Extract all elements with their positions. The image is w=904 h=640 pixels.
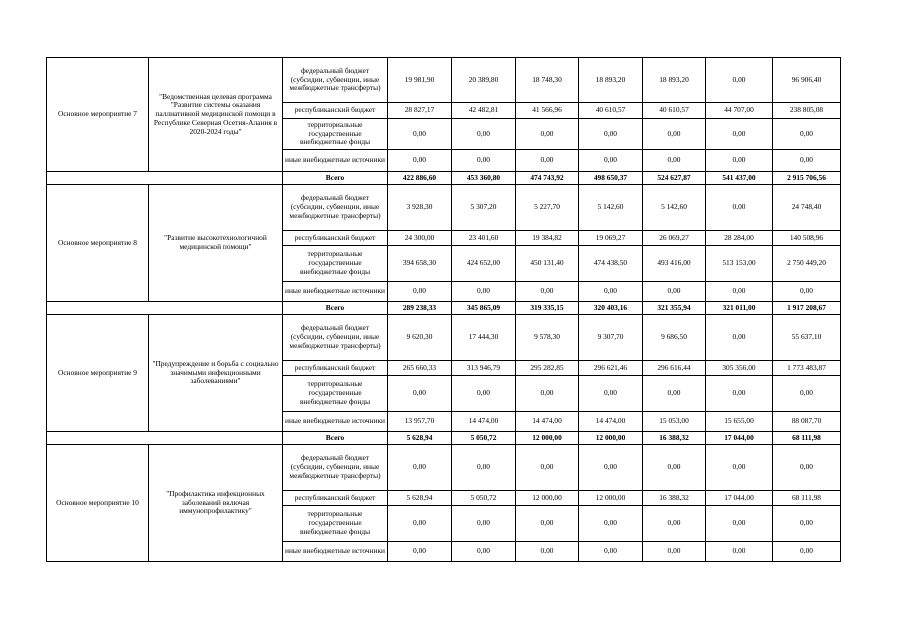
funding-source-label: федеральный бюджет (субсидии, субвенции, иные межбюджетные трансферты) (283, 445, 388, 491)
amount-cell: 9 307,70 (579, 315, 643, 361)
funding-source-label: иные внебюджетные источники (283, 542, 388, 562)
amount-cell: 19 069,27 (579, 231, 643, 246)
amount-cell: 0,00 (452, 282, 516, 302)
amount-cell: 12 000,00 (516, 491, 579, 506)
amount-cell: 0,00 (643, 445, 706, 491)
funding-source-label: иные внебюджетные источники (283, 150, 388, 172)
amount-cell: 474 438,50 (579, 246, 643, 282)
amount-cell: 0,00 (516, 445, 579, 491)
amount-cell: 40 610,57 (579, 103, 643, 119)
amount-cell: 23 401,60 (452, 231, 516, 246)
program-name: "Предупреждение и борьба с социально значимыми инфекционными заболеваниями" (149, 315, 283, 432)
amount-cell: 296 621,46 (579, 361, 643, 376)
amount-cell: 474 743,92 (516, 172, 579, 185)
funding-source-label: территориальные государственные внебюджетные фонды (283, 376, 388, 412)
amount-cell: 320 403,16 (579, 302, 643, 315)
amount-cell: 0,00 (579, 542, 643, 562)
amount-cell: 28 827,17 (388, 103, 452, 119)
amount-cell: 13 957,70 (388, 412, 452, 432)
amount-cell: 0,00 (579, 376, 643, 412)
amount-cell: 14 474,00 (452, 412, 516, 432)
total-amount-cell: 1 917 208,67 (773, 302, 841, 315)
federal-budget-row (47, 315, 841, 361)
amount-cell: 0,00 (579, 150, 643, 172)
total-amount-cell: 0,00 (773, 282, 841, 302)
amount-cell: 18 893,20 (643, 58, 706, 103)
blank-cell (47, 172, 283, 185)
amount-cell: 5 307,20 (452, 185, 516, 231)
funding-source-label: территориальные государственные внебюджетные фонды (283, 506, 388, 542)
amount-cell: 0,00 (516, 506, 579, 542)
federal-budget-row (47, 58, 841, 103)
amount-cell: 0,00 (388, 119, 452, 150)
amount-cell: 5 628,94 (388, 432, 452, 445)
amount-cell: 14 474,00 (516, 412, 579, 432)
amount-cell: 422 886,60 (388, 172, 452, 185)
amount-cell: 15 053,00 (643, 412, 706, 432)
amount-cell: 15 655,00 (706, 412, 773, 432)
amount-cell: 493 416,00 (643, 246, 706, 282)
funding-source-label: иные внебюджетные источники (283, 282, 388, 302)
amount-cell: 9 578,30 (516, 315, 579, 361)
funding-source-label: иные внебюджетные источники (283, 412, 388, 432)
budget-table-body (47, 58, 841, 562)
amount-cell: 265 660,33 (388, 361, 452, 376)
funding-source-label: федеральный бюджет (субсидии, субвенции, иные межбюджетные трансферты) (283, 315, 388, 361)
federal-budget-row (47, 185, 841, 231)
amount-cell: 41 566,96 (516, 103, 579, 119)
amount-cell: 0,00 (388, 445, 452, 491)
funding-source-label: республиканский бюджет (283, 491, 388, 506)
budget-table (46, 57, 841, 562)
amount-cell: 0,00 (516, 150, 579, 172)
amount-cell: 16 388,32 (643, 491, 706, 506)
amount-cell: 28 284,00 (706, 231, 773, 246)
amount-cell: 3 928,30 (388, 185, 452, 231)
amount-cell: 0,00 (706, 119, 773, 150)
amount-cell: 14 474,00 (579, 412, 643, 432)
funding-source-label: Всего (283, 302, 388, 315)
amount-cell: 0,00 (516, 282, 579, 302)
total-amount-cell: 0,00 (773, 506, 841, 542)
program-name: "Ведомственная целевая программа "Развитие системы оказания паллиативной медицинской помощи в Республике Северная Осетия-Алания в 2020-2024 годы" (149, 58, 283, 172)
total-amount-cell: 68 111,98 (773, 432, 841, 445)
federal-budget-row (47, 445, 841, 491)
amount-cell: 424 652,00 (452, 246, 516, 282)
amount-cell: 19 981,90 (388, 58, 452, 103)
amount-cell: 313 946,79 (452, 361, 516, 376)
amount-cell: 0,00 (452, 119, 516, 150)
amount-cell: 453 360,80 (452, 172, 516, 185)
amount-cell: 0,00 (452, 150, 516, 172)
amount-cell: 0,00 (452, 376, 516, 412)
amount-cell: 5 050,72 (452, 432, 516, 445)
amount-cell: 0,00 (643, 119, 706, 150)
amount-cell: 0,00 (706, 542, 773, 562)
amount-cell: 295 282,85 (516, 361, 579, 376)
amount-cell: 394 658,30 (388, 246, 452, 282)
funding-source-label: республиканский бюджет (283, 231, 388, 246)
amount-cell: 12 000,00 (516, 432, 579, 445)
amount-cell: 12 000,00 (579, 491, 643, 506)
amount-cell: 0,00 (643, 376, 706, 412)
funding-source-label: республиканский бюджет (283, 361, 388, 376)
amount-cell: 42 482,81 (452, 103, 516, 119)
amount-cell: 0,00 (516, 542, 579, 562)
amount-cell: 0,00 (388, 542, 452, 562)
amount-cell: 17 444,30 (452, 315, 516, 361)
amount-cell: 40 610,57 (643, 103, 706, 119)
total-row (47, 172, 841, 185)
amount-cell: 18 893,20 (579, 58, 643, 103)
event-name: Основное мероприятие 8 (47, 185, 149, 302)
amount-cell: 24 300,00 (388, 231, 452, 246)
amount-cell: 18 748,30 (516, 58, 579, 103)
amount-cell: 0,00 (706, 376, 773, 412)
amount-cell: 20 389,80 (452, 58, 516, 103)
total-amount-cell: 1 773 483,87 (773, 361, 841, 376)
amount-cell: 17 044,00 (706, 491, 773, 506)
event-name: Основное мероприятие 9 (47, 315, 149, 432)
amount-cell: 0,00 (706, 282, 773, 302)
amount-cell: 19 384,82 (516, 231, 579, 246)
amount-cell: 12 000,00 (579, 432, 643, 445)
amount-cell: 0,00 (388, 376, 452, 412)
total-amount-cell: 140 508,96 (773, 231, 841, 246)
funding-source-label: республиканский бюджет (283, 103, 388, 119)
amount-cell: 0,00 (706, 185, 773, 231)
amount-cell: 0,00 (706, 506, 773, 542)
amount-cell: 17 044,00 (706, 432, 773, 445)
amount-cell: 0,00 (643, 282, 706, 302)
amount-cell: 0,00 (579, 506, 643, 542)
total-amount-cell: 0,00 (773, 150, 841, 172)
amount-cell: 0,00 (579, 119, 643, 150)
amount-cell: 498 650,37 (579, 172, 643, 185)
amount-cell: 0,00 (388, 150, 452, 172)
amount-cell: 450 131,40 (516, 246, 579, 282)
amount-cell: 0,00 (643, 506, 706, 542)
amount-cell: 0,00 (516, 119, 579, 150)
amount-cell: 0,00 (706, 150, 773, 172)
total-row (47, 432, 841, 445)
amount-cell: 5 142,60 (579, 185, 643, 231)
funding-source-label: территориальные государственные внебюджетные фонды (283, 246, 388, 282)
amount-cell: 9 620,30 (388, 315, 452, 361)
total-amount-cell: 2 750 449,20 (773, 246, 841, 282)
funding-source-label: федеральный бюджет (субсидии, субвенции, иные межбюджетные трансферты) (283, 58, 388, 103)
amount-cell: 5 142,60 (643, 185, 706, 231)
amount-cell: 0,00 (452, 542, 516, 562)
amount-cell: 524 627,87 (643, 172, 706, 185)
total-amount-cell: 0,00 (773, 376, 841, 412)
amount-cell: 16 388,32 (643, 432, 706, 445)
amount-cell: 296 616,44 (643, 361, 706, 376)
amount-cell: 0,00 (516, 376, 579, 412)
amount-cell: 0,00 (643, 542, 706, 562)
funding-source-label: федеральный бюджет (субсидии, субвенции, иные межбюджетные трансферты) (283, 185, 388, 231)
program-name: "Профилактика инфекционных заболеваний включая иммунопрофилактику" (149, 445, 283, 562)
amount-cell: 289 238,33 (388, 302, 452, 315)
total-amount-cell: 238 805,08 (773, 103, 841, 119)
total-amount-cell: 0,00 (773, 445, 841, 491)
amount-cell: 5 050,72 (452, 491, 516, 506)
total-row (47, 302, 841, 315)
total-amount-cell: 55 637,10 (773, 315, 841, 361)
program-name: "Развитие высокотехнологичной медицинской помощи" (149, 185, 283, 302)
funding-source-label: Всего (283, 432, 388, 445)
total-amount-cell: 96 906,40 (773, 58, 841, 103)
amount-cell: 26 069,27 (643, 231, 706, 246)
amount-cell: 0,00 (452, 506, 516, 542)
amount-cell: 305 356,00 (706, 361, 773, 376)
total-amount-cell: 24 748,40 (773, 185, 841, 231)
amount-cell: 541 437,00 (706, 172, 773, 185)
amount-cell: 9 686,50 (643, 315, 706, 361)
amount-cell: 0,00 (643, 150, 706, 172)
funding-source-label: территориальные государственные внебюджетные фонды (283, 119, 388, 150)
amount-cell: 5 227,70 (516, 185, 579, 231)
blank-cell (47, 302, 283, 315)
amount-cell: 345 865,09 (452, 302, 516, 315)
amount-cell: 5 628,94 (388, 491, 452, 506)
amount-cell: 0,00 (579, 445, 643, 491)
amount-cell: 0,00 (706, 315, 773, 361)
total-amount-cell: 0,00 (773, 542, 841, 562)
total-amount-cell: 68 111,98 (773, 491, 841, 506)
blank-cell (47, 432, 283, 445)
funding-source-label: Всего (283, 172, 388, 185)
total-amount-cell: 2 915 706,56 (773, 172, 841, 185)
amount-cell: 44 707,00 (706, 103, 773, 119)
amount-cell: 0,00 (579, 282, 643, 302)
event-name: Основное мероприятие 7 (47, 58, 149, 172)
amount-cell: 0,00 (452, 445, 516, 491)
amount-cell: 321 011,00 (706, 302, 773, 315)
amount-cell: 0,00 (706, 58, 773, 103)
amount-cell: 319 335,15 (516, 302, 579, 315)
amount-cell: 513 153,00 (706, 246, 773, 282)
amount-cell: 0,00 (388, 506, 452, 542)
total-amount-cell: 0,00 (773, 119, 841, 150)
event-name: Основное мероприятие 10 (47, 445, 149, 562)
amount-cell: 0,00 (706, 445, 773, 491)
amount-cell: 321 355,94 (643, 302, 706, 315)
amount-cell: 0,00 (388, 282, 452, 302)
total-amount-cell: 88 087,70 (773, 412, 841, 432)
